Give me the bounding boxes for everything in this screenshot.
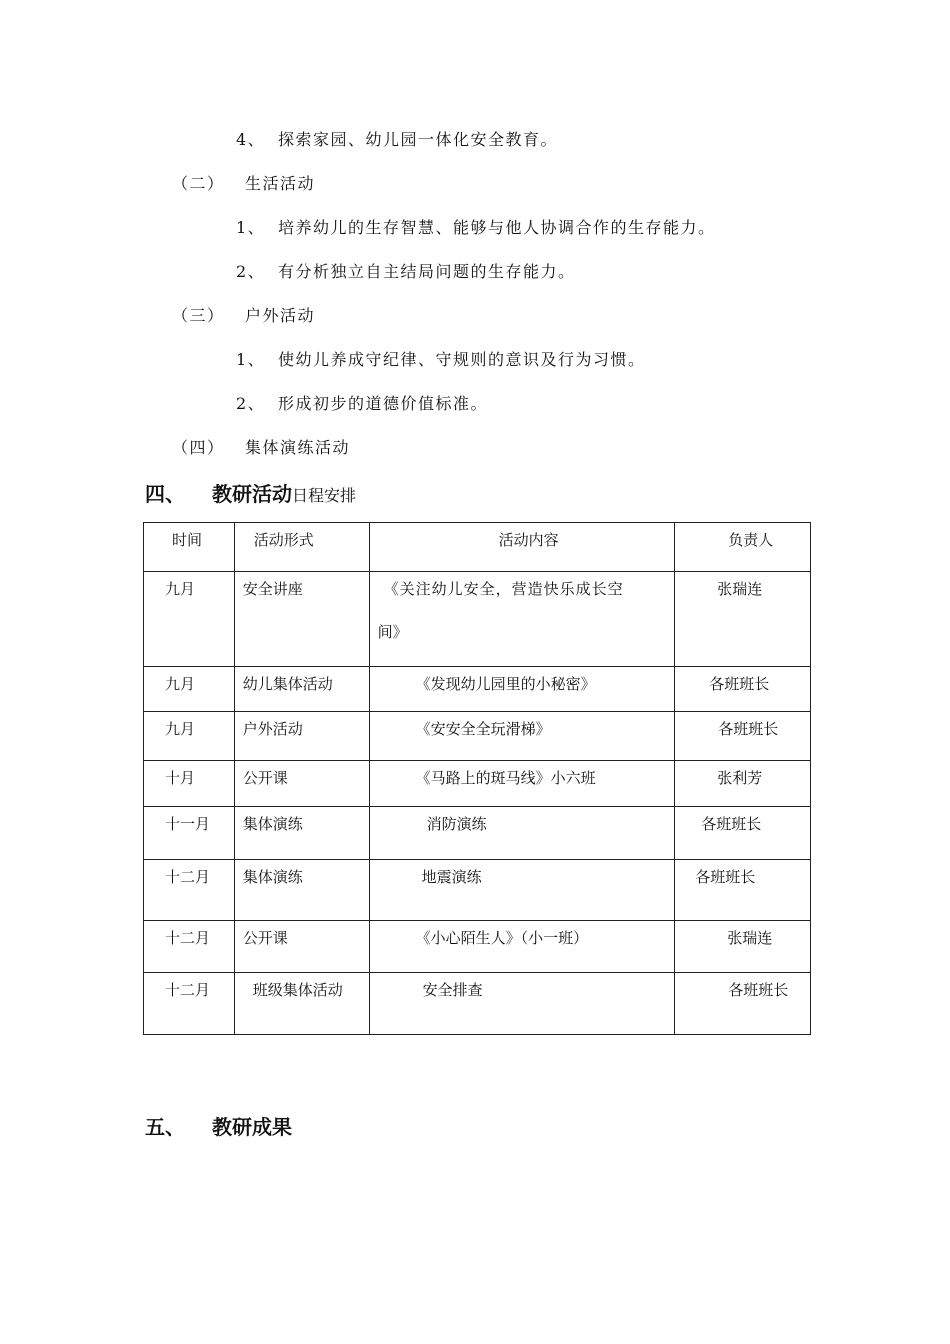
header-cell: 时间 <box>144 523 235 572</box>
time-cell: 十二月 <box>144 973 235 1035</box>
item-text: 探索家园、幼儿园一体化安全教育。 <box>278 130 559 149</box>
form-cell: 集体演练 <box>234 860 369 921</box>
item-text: 形成初步的道德价值标准。 <box>278 394 489 413</box>
item-number: 2、 <box>236 394 266 413</box>
header-cell: 负责人 <box>675 523 811 572</box>
item-number: 1、 <box>236 218 266 237</box>
header-cell: 活动形式 <box>234 523 369 572</box>
content-cell: 《发现幼儿园里的小秘密》 <box>369 667 675 712</box>
owner-cell: 张瑞连 <box>675 572 811 667</box>
owner-cell: 各班班长 <box>675 807 811 860</box>
item-number: 2、 <box>236 262 266 281</box>
subsection-title: 户外活动 <box>245 306 316 325</box>
item-text: 培养幼儿的生存智慧、能够与他人协调合作的生存能力。 <box>278 218 716 237</box>
subsection-number: （二） <box>172 174 225 193</box>
list-item <box>236 259 576 282</box>
owner-cell: 各班班长 <box>675 860 811 921</box>
section-number: 五、 <box>145 1115 185 1139</box>
section-title: 教研成果 <box>212 1115 292 1139</box>
subsection-number: （三） <box>172 306 225 325</box>
section-heading-4 <box>145 478 356 507</box>
list-item <box>236 127 558 150</box>
subsection-heading <box>172 435 350 458</box>
table-row <box>144 712 811 761</box>
subsection-title: 集体演练活动 <box>245 438 351 457</box>
content-cell: 《小心陌生人》（小一班） <box>369 921 675 973</box>
subsection-number: （四） <box>172 438 225 457</box>
section-title: 教研活动 <box>212 482 292 506</box>
form-cell: 班级集体活动 <box>234 973 369 1035</box>
table-row <box>144 860 811 921</box>
content-cell: 安全排查 <box>369 973 675 1035</box>
content-cell: 《关注幼儿安全，营造快乐成长空 间》 <box>369 572 675 667</box>
subsection-heading <box>172 171 315 194</box>
content-cell: 消防演练 <box>369 807 675 860</box>
section-number: 四、 <box>145 482 185 506</box>
time-cell: 十月 <box>144 761 235 807</box>
header-cell: 活动内容 <box>369 523 675 572</box>
form-cell: 公开课 <box>234 761 369 807</box>
table-row <box>144 973 811 1035</box>
table-row <box>144 761 811 807</box>
item-text: 使幼儿养成守纪律、守规则的意识及行为习惯。 <box>278 350 646 369</box>
table-row <box>144 572 811 667</box>
content-cell: 《马路上的斑马线》小六班 <box>369 761 675 807</box>
item-number: 1、 <box>236 350 266 369</box>
section-subtitle: 日程安排 <box>292 486 357 505</box>
content-cell: 《安安全全玩滑梯》 <box>369 712 675 761</box>
time-cell: 九月 <box>144 572 235 667</box>
time-cell: 十二月 <box>144 860 235 921</box>
owner-cell: 张利芳 <box>675 761 811 807</box>
time-cell: 十二月 <box>144 921 235 973</box>
list-item <box>236 391 488 414</box>
time-cell: 九月 <box>144 712 235 761</box>
form-cell: 安全讲座 <box>234 572 369 667</box>
form-cell: 集体演练 <box>234 807 369 860</box>
table-row <box>144 807 811 860</box>
subsection-title: 生活活动 <box>245 174 316 193</box>
form-cell: 户外活动 <box>234 712 369 761</box>
subsection-heading <box>172 303 315 326</box>
form-cell: 幼儿集体活动 <box>234 667 369 712</box>
content-cell: 地震演练 <box>369 860 675 921</box>
item-number: 4、 <box>236 130 266 149</box>
time-cell: 九月 <box>144 667 235 712</box>
item-text: 有分析独立自主结局问题的生存能力。 <box>278 262 576 281</box>
list-item <box>236 215 716 238</box>
owner-cell: 张瑞连 <box>675 921 811 973</box>
owner-cell: 各班班长 <box>675 712 811 761</box>
schedule-table <box>143 522 811 1035</box>
section-heading-5 <box>145 1111 292 1140</box>
owner-cell: 各班班长 <box>675 667 811 712</box>
table-row <box>144 667 811 712</box>
owner-cell: 各班班长 <box>675 973 811 1035</box>
table-header-row <box>144 523 811 572</box>
form-cell: 公开课 <box>234 921 369 973</box>
time-cell: 十一月 <box>144 807 235 860</box>
list-item <box>236 347 646 370</box>
table-row <box>144 921 811 973</box>
